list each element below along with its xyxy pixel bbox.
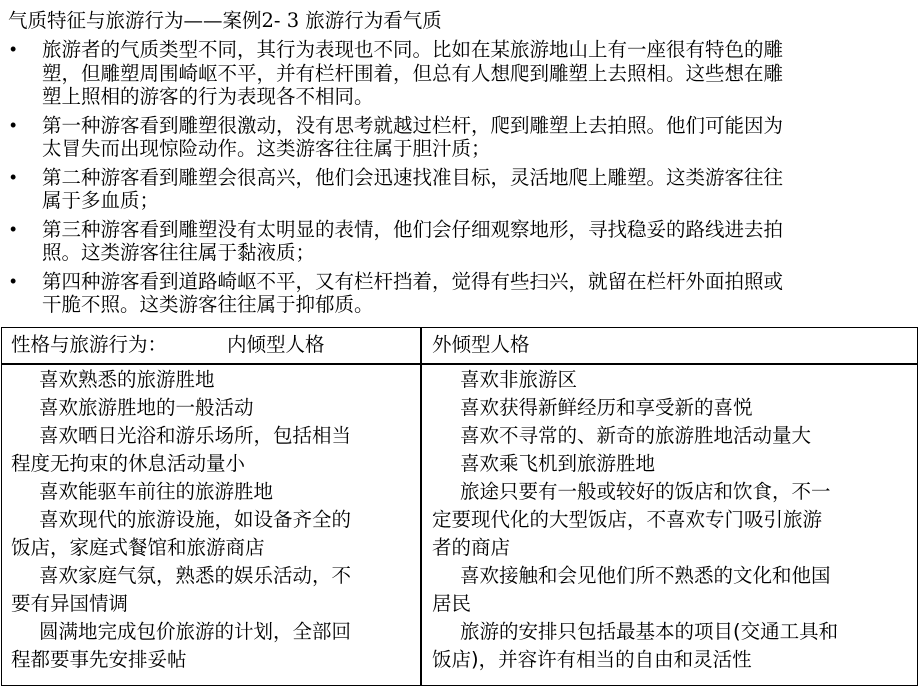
bullet-icon: • bbox=[10, 270, 17, 291]
table-item: 喜欢家庭气氛，熟悉的娱乐活动，不 要有异国情调 bbox=[11, 564, 352, 615]
bullet-line: 塑，但雕塑周围崎岖不平，并有栏杆围着，但总有人想爬到雕塑上去照相。这些想在雕 bbox=[42, 61, 784, 85]
table-item: 喜欢接触和会见他们所不熟悉的文化和他国 居民 bbox=[432, 564, 831, 615]
bullet-icon: • bbox=[10, 218, 17, 239]
table-item: 喜欢不寻常的、新奇的旅游胜地活动量大 bbox=[460, 424, 812, 447]
bullet-line: 第四种游客看到道路崎岖不平，又有栏杆挡着，觉得有些扫兴，就留在栏杆外面拍照或 bbox=[42, 269, 784, 293]
bullet-line: 第一种游客看到雕塑很激动，没有思考就越过栏杆，爬到雕塑上去拍照。他们可能因为 bbox=[42, 113, 784, 137]
table-item: 喜欢非旅游区 bbox=[460, 368, 578, 391]
bullet-item bbox=[0, 270, 920, 317]
table-item: 喜欢晒日光浴和游乐场所，包括相当 程度无拘束的休息活动量小 bbox=[11, 424, 352, 475]
bullet-item bbox=[0, 218, 920, 265]
personality-table bbox=[1, 327, 918, 686]
bullet-line: 照。这类游客往往属于黏液质； bbox=[42, 241, 316, 264]
table-item: 喜欢乘飞机到旅游胜地 bbox=[460, 452, 656, 475]
bullet-line: 太冒失而出现惊险动作。这类游客往往属于胆汁质； bbox=[42, 137, 491, 160]
table-column-divider bbox=[420, 328, 422, 685]
table-item: 喜欢现代的旅游设施，如设备齐全的 饭店，家庭式餐馆和旅游商店 bbox=[11, 508, 352, 559]
bullet-item bbox=[0, 166, 920, 213]
bullet-icon: • bbox=[10, 39, 17, 59]
extrovert-column bbox=[432, 366, 910, 674]
bullet-line: 干脆不照。这类游客往往属于抑郁质。 bbox=[42, 293, 374, 316]
table-item: 旅游的安排只包括最基本的项目(交通工具和 饭店)，并容许有相当的自由和灵活性 bbox=[432, 620, 839, 671]
bullet-line: 属于多血质； bbox=[42, 189, 160, 212]
introvert-column bbox=[11, 366, 415, 674]
table-item: 喜欢熟悉的旅游胜地 bbox=[39, 368, 215, 391]
bullet-item bbox=[0, 114, 920, 161]
bullet-item bbox=[0, 38, 920, 109]
table-item: 旅途只要有一般或较好的饭店和饮食，不一 定要现代化的大型饭店，不喜欢专门吸引旅游 者的商店 bbox=[432, 480, 831, 559]
bullet-icon: • bbox=[10, 166, 17, 187]
bullet-icon: • bbox=[10, 114, 17, 135]
table-item: 喜欢获得新鲜经历和享受新的喜悦 bbox=[460, 396, 753, 419]
table-item: 喜欢旅游胜地的一般活动 bbox=[39, 396, 254, 419]
table-header-divider bbox=[2, 363, 917, 365]
table-header-right: 外倾型人格 bbox=[432, 333, 530, 356]
table-item: 圆满地完成包价旅游的计划，全部回 程都要事先安排妥帖 bbox=[11, 620, 352, 671]
header-introvert: 内倾型人格 bbox=[227, 333, 325, 356]
bullet-list bbox=[0, 38, 920, 322]
bullet-line: 塑上照相的游客的行为表现各不相同。 bbox=[42, 85, 374, 108]
bullet-line: 第三种游客看到雕塑没有太明显的表情，他们会仔细观察地形，寻找稳妥的路线进去拍 bbox=[42, 217, 784, 241]
bullet-line: 第二种游客看到雕塑会很高兴，他们会迅速找准目标，灵活地爬上雕塑。这类游客往往 bbox=[42, 165, 784, 189]
bullet-line: 旅游者的气质类型不同，其行为表现也不同。比如在某旅游地山上有一座很有特色的雕 bbox=[42, 38, 784, 61]
table-header-left bbox=[11, 331, 325, 359]
header-left-label: 性格与旅游行为： bbox=[11, 333, 168, 356]
table-item: 喜欢能驱车前往的旅游胜地 bbox=[39, 480, 274, 503]
slide-title: 气质特征与旅游行为——案例2- 3 旅游行为看气质 bbox=[8, 9, 442, 32]
